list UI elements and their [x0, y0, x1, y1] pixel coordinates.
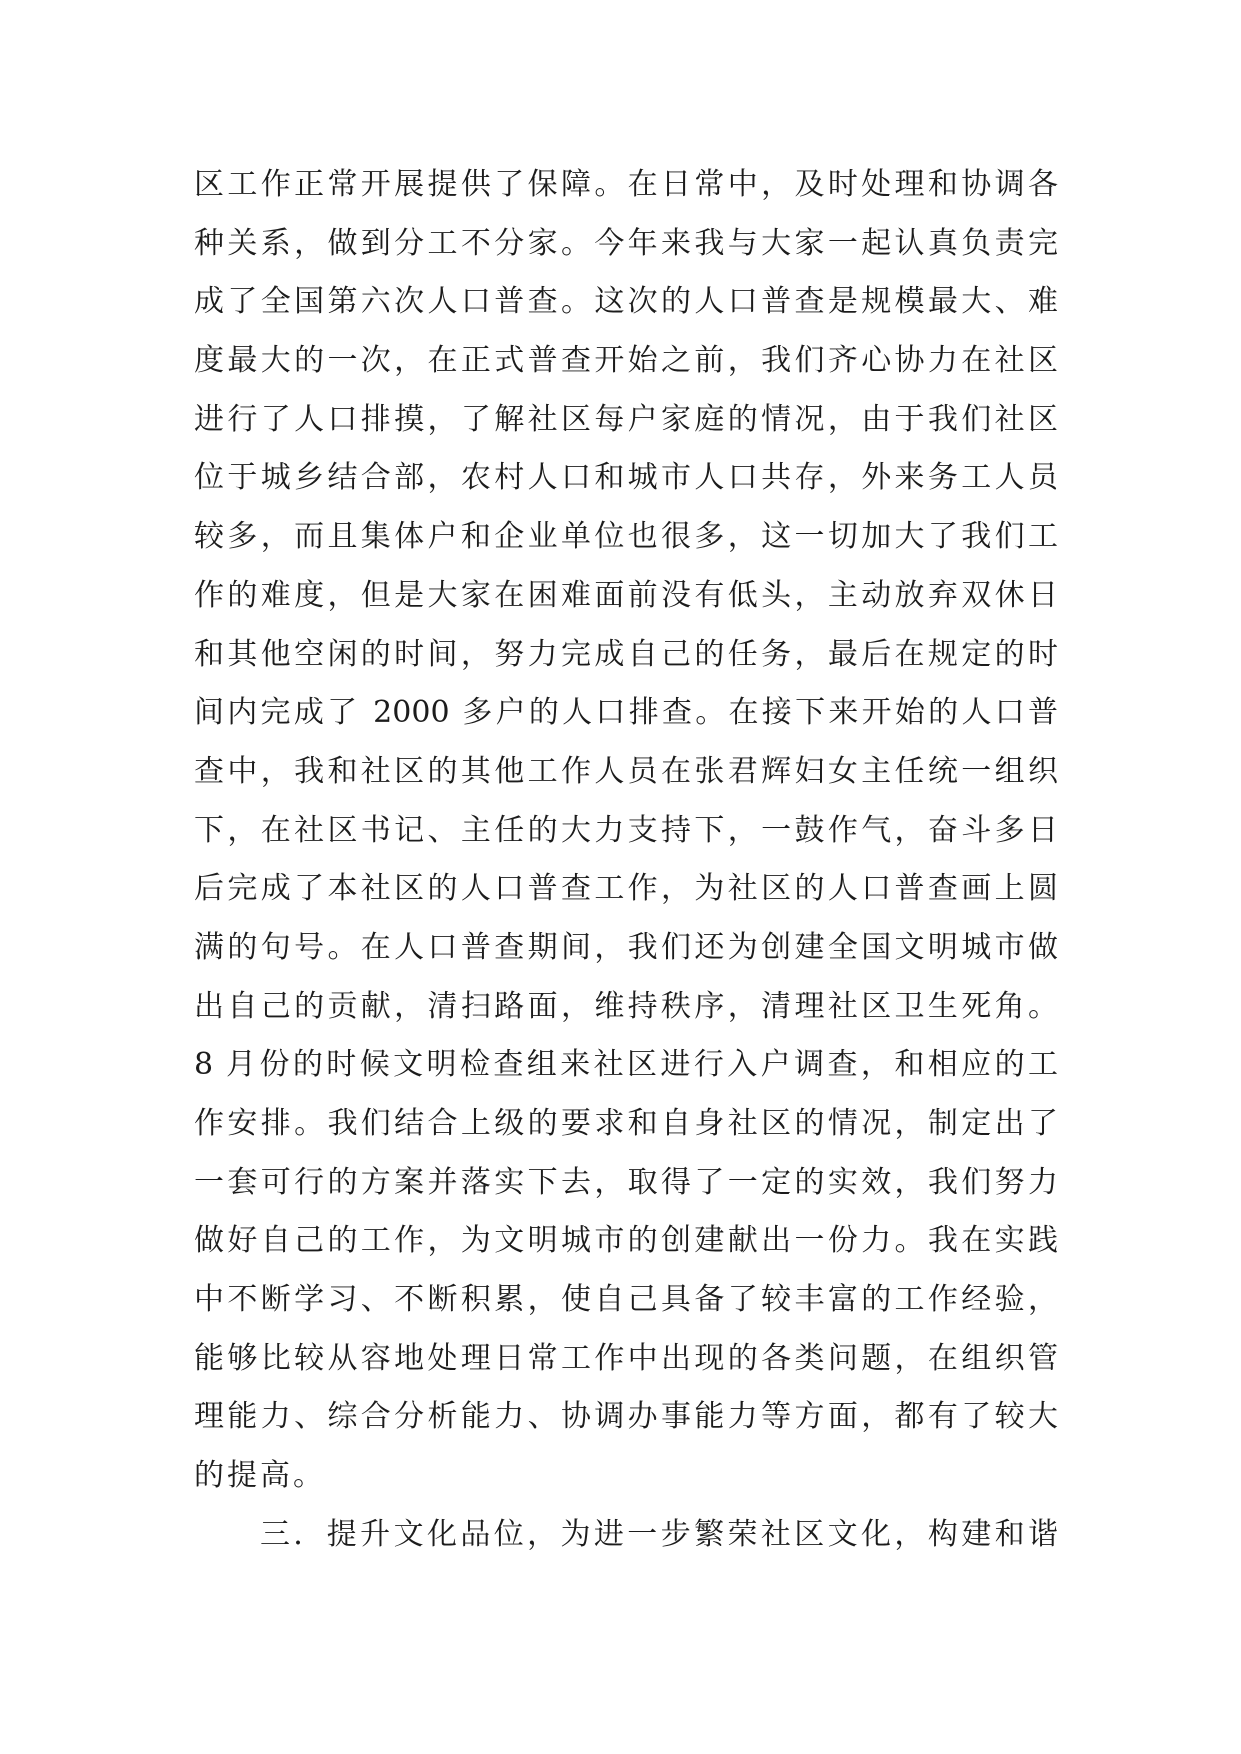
text-line: 下，在社区书记、主任的大力支持下，一鼓作气，奋斗多日	[194, 812, 1058, 848]
text-line: 作的难度，但是大家在困难面前没有低头，主动放弃双休日	[194, 577, 1058, 613]
text-line: 作安排。我们结合上级的要求和自身社区的情况，制定出了	[194, 1106, 1058, 1141]
text-line: 8 月份的时候文明检查组来社区进行入户调查，和相应的工	[194, 1047, 1058, 1083]
text-line: 和其他空闲的时间，努力完成自己的任务，最后在规定的时	[194, 636, 1058, 672]
text-line: 成了全国第六次人口普查。这次的人口普查是规模最大、难	[194, 284, 1058, 320]
text-line: 位于城乡结合部，农村人口和城市人口共存，外来务工人员	[194, 460, 1058, 496]
text-line: 出自己的贡献，清扫路面，维持秩序，清理社区卫生死角。	[194, 988, 1058, 1024]
text-line: 能够比较从容地处理日常工作中出现的各类问题，在组织管	[194, 1340, 1058, 1376]
text-line: 查中，我和社区的其他工作人员在张君辉妇女主任统一组织	[194, 753, 1058, 789]
text-line: 度最大的一次，在正式普查开始之前，我们齐心协力在社区	[194, 343, 1058, 379]
paragraph-last-line: 的提高。	[194, 1458, 326, 1494]
section-heading-line: 三．提升文化品位，为进一步繁荣社区文化，构建和谐	[260, 1516, 1058, 1552]
text-line: 后完成了本社区的人口普查工作，为社区的人口普查画上圆	[194, 871, 1058, 907]
text-line: 理能力、综合分析能力、协调办事能力等方面，都有了较大	[194, 1399, 1058, 1435]
text-line: 区工作正常开展提供了保障。在日常中，及时处理和协调各	[194, 167, 1058, 202]
text-line: 进行了人口排摸，了解社区每户家庭的情况，由于我们社区	[194, 401, 1058, 437]
text-line: 较多，而且集体户和企业单位也很多，这一切加大了我们工	[194, 519, 1058, 555]
text-line: 做好自己的工作，为文明城市的创建献出一份力。我在实践	[194, 1223, 1058, 1259]
text-line: 种关系，做到分工不分家。今年来我与大家一起认真负责完	[194, 225, 1058, 261]
text-line: 中不断学习、不断积累，使自己具备了较丰富的工作经验，	[194, 1282, 1058, 1318]
text-line: 间内完成了 2000 多户的人口排查。在接下来开始的人口普	[194, 695, 1058, 731]
text-line: 一套可行的方案并落实下去，取得了一定的实效，我们努力	[194, 1164, 1058, 1200]
body-text	[194, 156, 1058, 1565]
text-line: 满的句号。在人口普查期间，我们还为创建全国文明城市做	[194, 929, 1058, 965]
